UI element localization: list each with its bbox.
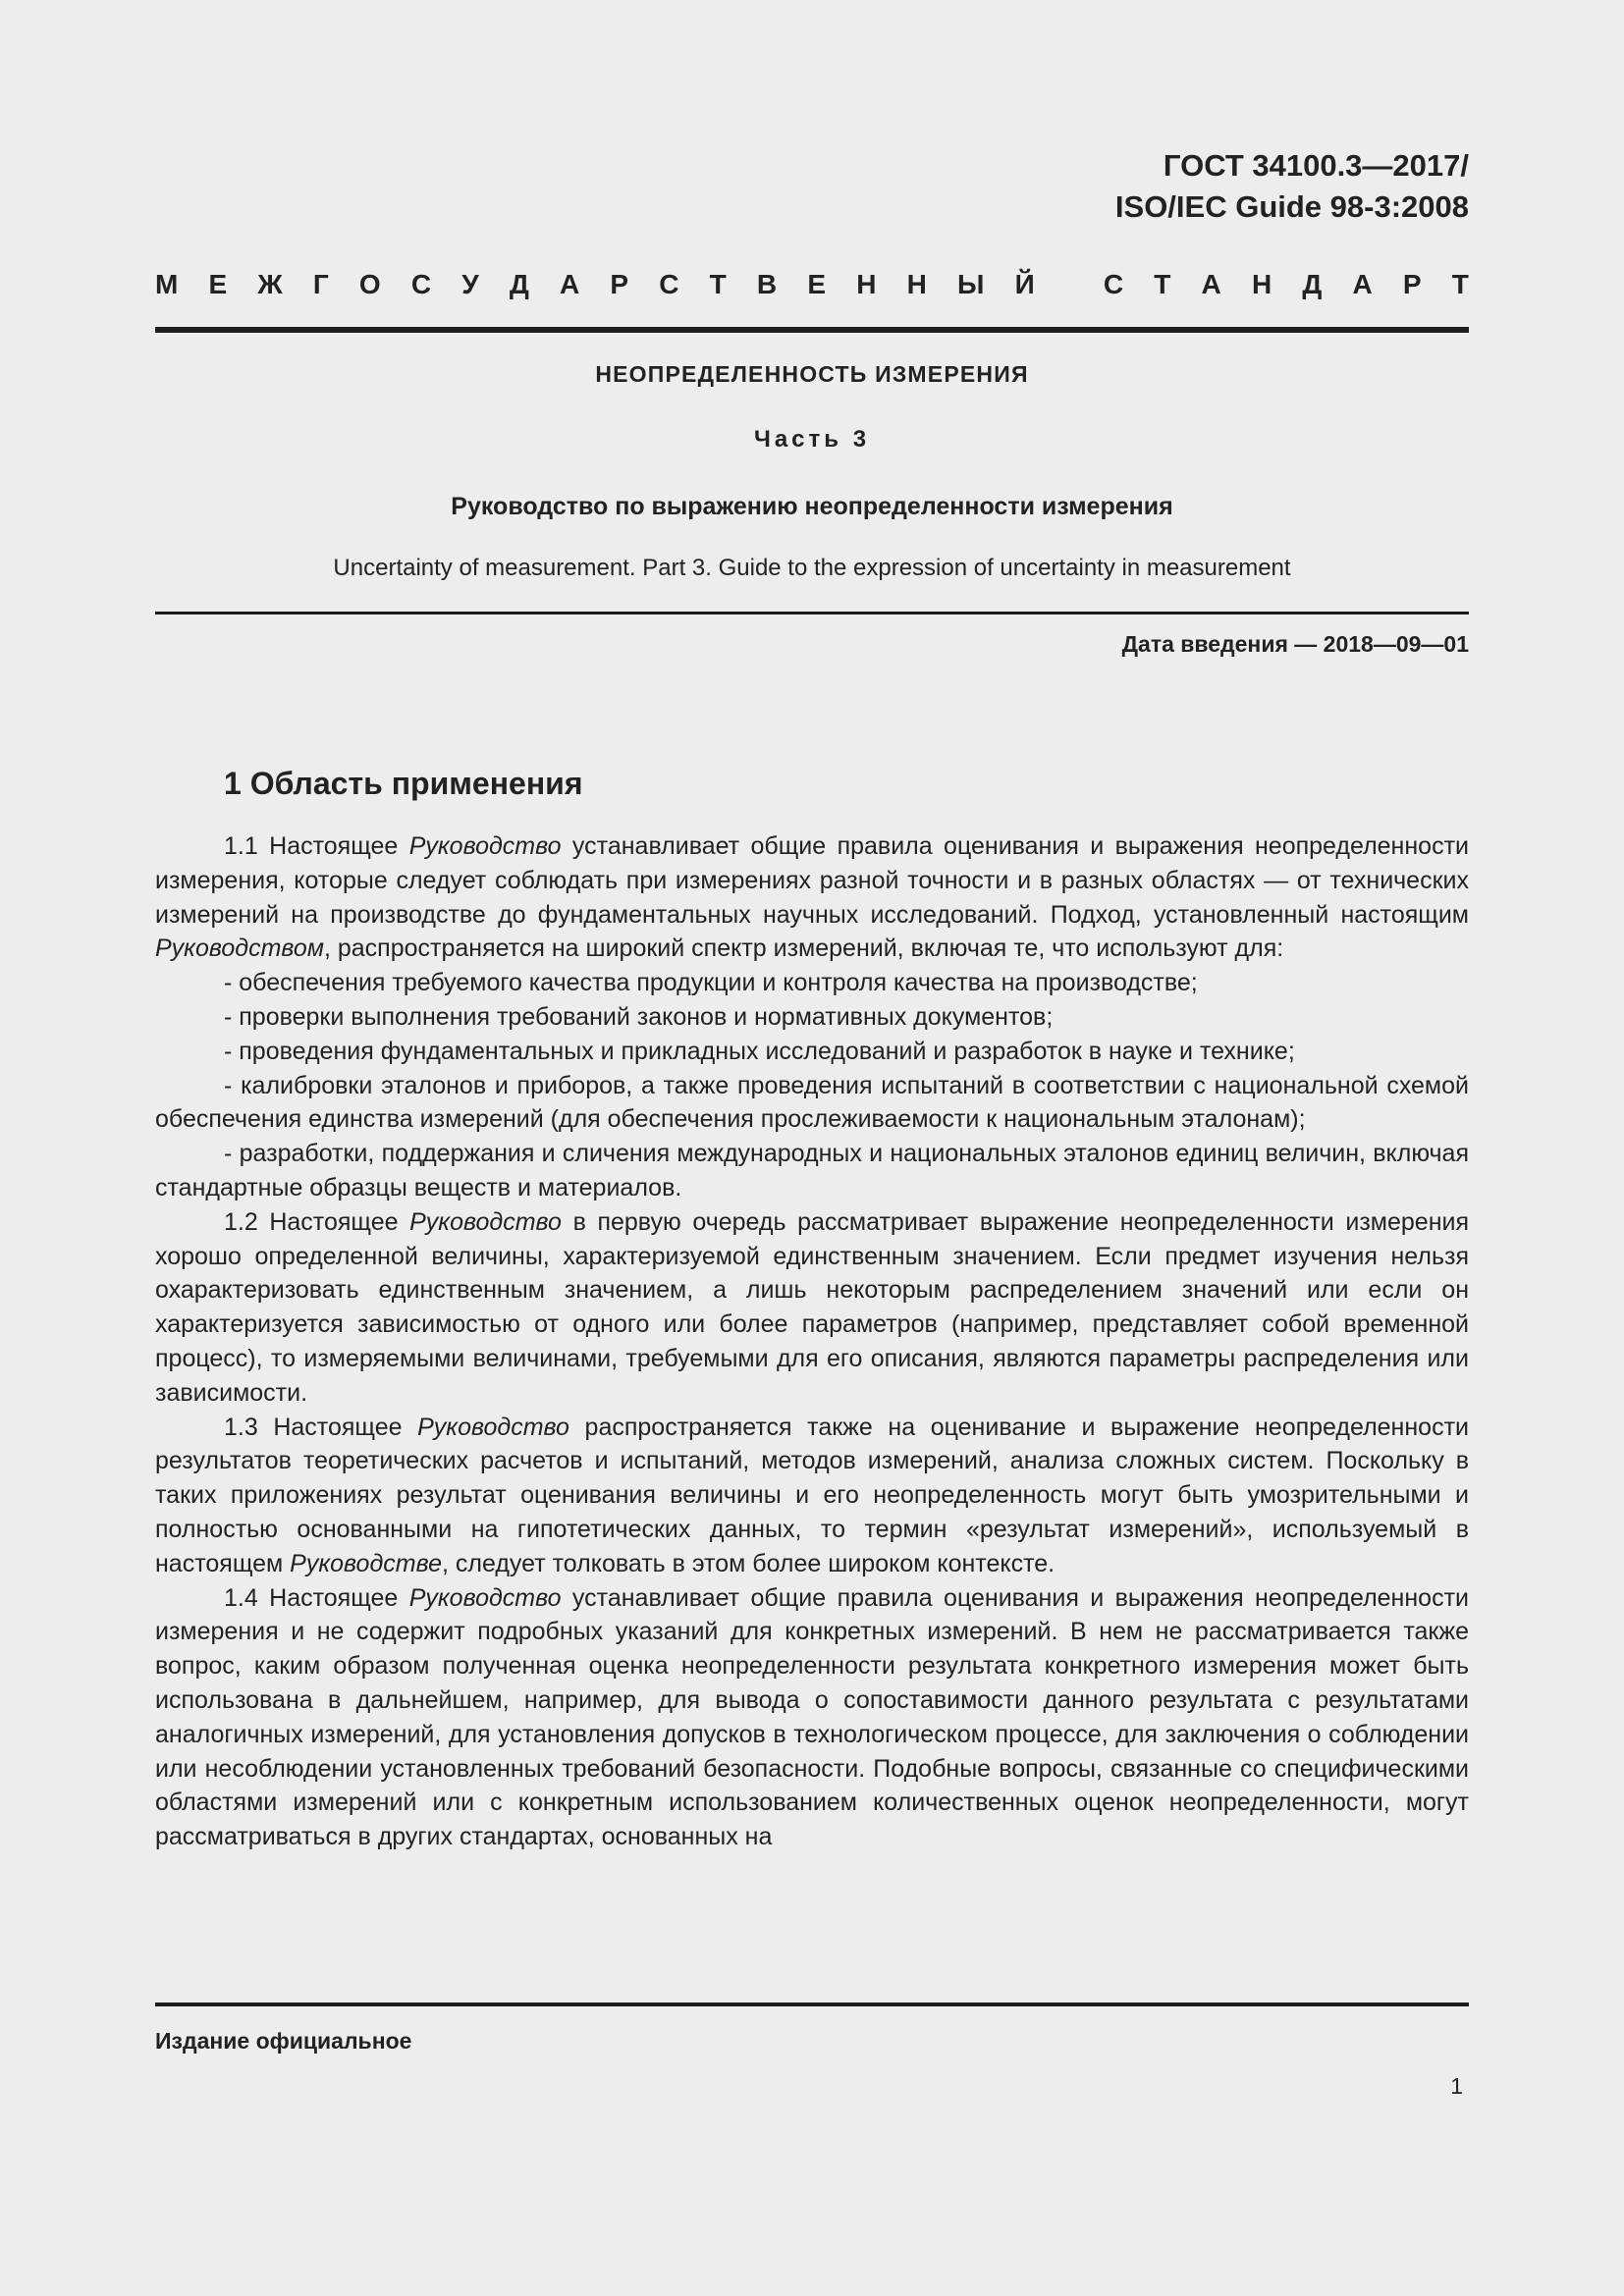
paragraph-text: в первую очередь рассматривает выражение неопределенности измерения хорошо определенной величины, характеризуемой единственным значением. Если предмет изучения нельзя охарактеризовать единственным значением, а лишь некоторым распределением значений или если он характеризуется зависимостью от одного или более параметров (например, представляет собой временной процесс), то измеряемыми величинами, требуемыми для его описания, являются параметры распределения или зависимости.	[155, 1207, 1470, 1407]
paragraph-text: , распространяется на широкий спектр измерений, включая те, что используют для:	[323, 934, 1284, 963]
standard-type-letter: Е	[208, 269, 228, 299]
body-paragraph	[155, 1411, 1469, 1581]
standard-type-letter: Р	[1402, 269, 1422, 299]
header-divider	[155, 327, 1469, 333]
body-paragraph	[155, 1137, 1469, 1205]
standard-type-letter: Й	[1014, 269, 1035, 299]
introduction-date: Дата введения — 2018—09—01	[1121, 631, 1469, 657]
body-paragraph	[155, 1035, 1469, 1069]
standard-type-letter: Ы	[957, 269, 985, 299]
italic-term: Руководстве	[290, 1549, 442, 1577]
section-heading: 1 Область применения	[224, 766, 583, 801]
italic-term: Руководство	[408, 832, 562, 860]
standard-type-letter: У	[461, 269, 479, 299]
standard-type-letter: Т	[709, 269, 727, 299]
standard-type-letter: Г	[312, 269, 329, 299]
standard-type-letter: Т	[1154, 269, 1171, 299]
paragraph-text: устанавливает общие правила оценивания и выражения неопределенности измерения и не содержит подробных указаний для конкретных измерений. В нем не рассматривается также вопрос, каким образом полученная оценка неопределенности результата конкретного измерения может быть использована в дальнейшем, например, для вывода о сопоставимости данного результата с результатами аналогичных измерений, для установления допусков в технологическом процессе, для заключения о соблюдении или несоблюдении установленных требований безопасности. Подобные вопросы, связанные со специфическими областями измерений или с конкретным использованием количественных оценок неопределенности, могут рассматриваться в других стандартах, основанных на	[155, 1583, 1469, 1851]
paragraph-text: 1.1 Настоящее	[224, 832, 409, 860]
standard-type-letter: Р	[610, 269, 629, 299]
paragraph-text: 1.4 Настоящее	[224, 1583, 409, 1612]
standard-type-letter: А	[559, 269, 580, 299]
standard-type-letter: В	[756, 269, 778, 299]
standard-type-letter: С	[410, 269, 432, 299]
paragraph-text: - проверки выполнения требований законов и нормативных документов;	[224, 1002, 1054, 1031]
body-paragraph	[155, 1581, 1469, 1854]
body-paragraph	[155, 1069, 1469, 1138]
section-body	[155, 829, 1469, 1854]
document-subtitle: Руководство по выражению неопределенности измерения	[451, 493, 1173, 520]
page-number: 1	[1450, 2073, 1463, 2099]
standard-type-letter: О	[358, 269, 381, 299]
edition-label: Издание официальное	[155, 2028, 412, 2054]
standard-type-letter	[1065, 269, 1073, 308]
paragraph-text: - проведения фундаментальных и прикладных исследований и разработок в науке и технике;	[224, 1037, 1295, 1065]
paragraph-text: - обеспечения требуемого качества продукции и контроля качества на производстве;	[224, 969, 1198, 997]
paragraph-text: , следует толковать в этом более широком контексте.	[442, 1549, 1056, 1577]
paragraph-text: 1.2 Настоящее	[224, 1207, 410, 1236]
standard-designation	[1115, 145, 1469, 228]
paragraph-text: 1.3 Настоящее	[224, 1413, 418, 1441]
body-paragraph	[155, 966, 1469, 1000]
document-page	[155, 0, 1469, 2296]
standard-type-letter: Н	[1251, 269, 1272, 299]
footer-divider	[155, 2002, 1469, 2006]
paragraph-text: - разработки, поддержания и сличения международных и национальных эталонов единиц величин, включая стандартные образцы веществ и материалов.	[155, 1140, 1469, 1201]
standard-type-letter: М	[155, 269, 179, 299]
body-paragraph	[155, 1000, 1469, 1035]
standard-type-letter: Д	[509, 269, 529, 299]
standard-type-letter: С	[1103, 269, 1124, 299]
body-paragraph	[155, 829, 1469, 966]
standard-type-letter: Ж	[257, 269, 283, 299]
title-divider	[155, 612, 1469, 614]
italic-term: Руководством	[155, 934, 324, 963]
part-label: Часть 3	[753, 426, 871, 453]
standard-type-letter: Н	[906, 269, 927, 299]
standard-type-letter: Д	[1302, 269, 1323, 299]
italic-term: Руководство	[409, 1207, 562, 1236]
body-paragraph	[155, 1205, 1469, 1411]
italic-term: Руководство	[408, 1583, 562, 1612]
paragraph-text: - калибровки эталонов и приборов, а также проведения испытаний в соответствии с национальной схемой обеспечения единства измерений (для обеспечения прослеживаемости к национальным эталонам);	[155, 1071, 1469, 1134]
paragraph-text: распространяется также на оценивание и выражение неопределенности результатов теоретических расчетов и испытаний, методов измерений, анализа сложных систем. Поскольку в таких приложениях результат оценивания величины и его неопределенность могут быть умозрительными и полностью основанными на гипотетических данных, то термин «результат измерений», используемый в настоящем	[155, 1413, 1469, 1577]
document-title: НЕОПРЕДЕЛЕННОСТЬ ИЗМЕРЕНИЯ	[595, 361, 1029, 387]
standard-type-letter: Е	[807, 269, 827, 299]
english-title: Uncertainty of measurement. Part 3. Guide to the expression of uncertainty in measurement	[333, 555, 1291, 581]
standard-type-letter: Т	[1451, 269, 1469, 299]
designation-line-2: ISO/IEC Guide 98-3:2008	[1114, 189, 1469, 224]
standard-type-letter: Н	[856, 269, 877, 299]
designation-line-1: ГОСТ 34100.3—2017/	[1163, 148, 1469, 183]
paragraph-text: устанавливает общие правила оценивания и выражения неопределенности измерения, которые следует соблюдать при измерениях разной точности и в разных областях — от технических измерений на производстве до фундаментальных научных исследований. Подход, установленный настоящим	[155, 832, 1469, 929]
standard-type-letter: А	[1201, 269, 1221, 299]
italic-term: Руководство	[417, 1413, 569, 1441]
standard-type-letter: С	[659, 269, 679, 299]
standard-type-heading	[155, 269, 1469, 308]
standard-type-letter: А	[1352, 269, 1373, 299]
